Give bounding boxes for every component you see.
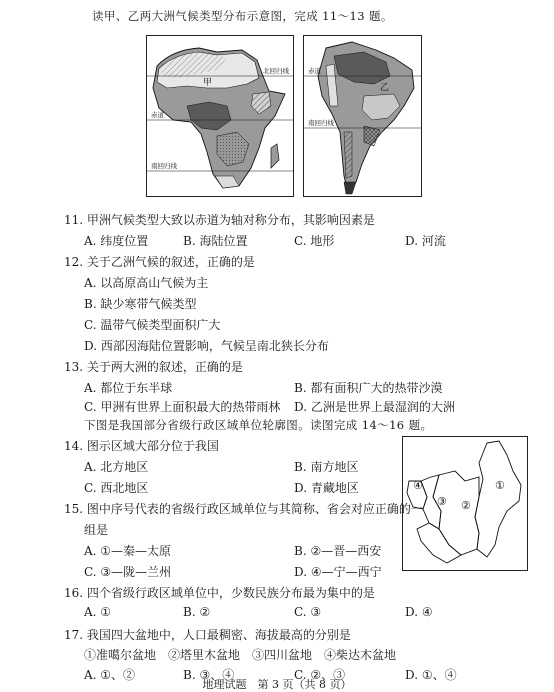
question-12-stem: 12. 关于乙洲气候的叙述，正确的是: [64, 255, 255, 269]
page-footer: 地理试题 第 3 页（共 8 页）: [202, 678, 352, 691]
south-america-climate-map: [303, 35, 422, 197]
q17-option-c[interactable]: C. ②、③: [294, 668, 346, 682]
q13-option-c[interactable]: C. 甲洲有世界上面积最大的热带雨林: [84, 400, 281, 414]
q16-option-c[interactable]: C. ③: [294, 605, 322, 619]
africa-tropic-north-label: 北回归线: [263, 67, 289, 75]
intro-text-1: 读甲、乙两大洲气候类型分布示意图，完成 11～13 题。: [92, 9, 393, 23]
q15-option-a[interactable]: A. ①—秦—太原: [84, 544, 172, 558]
q17-basin-list: ①准噶尔盆地 ②塔里木盆地 ③四川盆地 ④柴达木盆地: [84, 648, 397, 662]
question-17-stem: 17. 我国四大盆地中，人口最稠密、海拔最高的分别是: [64, 628, 351, 642]
q16-option-a[interactable]: A. ①: [84, 605, 112, 619]
q14-option-b[interactable]: B. 南方地区: [294, 460, 359, 474]
q14-option-c[interactable]: C. 西北地区: [84, 481, 149, 495]
q12-option-b[interactable]: B. 缺少寒带气候类型: [84, 297, 197, 311]
province-1-label: ①: [495, 479, 505, 492]
sa-tropic-south-label: 南回归线: [308, 119, 334, 127]
q13-option-a[interactable]: A. 都位于东半球: [84, 381, 173, 395]
q14-option-d[interactable]: D. 青藏地区: [294, 481, 359, 495]
q15-option-d[interactable]: D. ④—宁—西宁: [294, 565, 382, 579]
question-13-stem: 13. 关于两大洲的叙述，正确的是: [64, 360, 243, 374]
africa-tropic-south-label: 南回归线: [151, 162, 177, 170]
q17-option-b[interactable]: B. ③、④: [183, 668, 235, 682]
province-4-label: ④: [413, 479, 423, 492]
label-jia: 甲: [203, 78, 213, 88]
q13-option-b[interactable]: B. 都有面积广大的热带沙漠: [294, 381, 443, 395]
intro-text-2: 下图是我国部分省级行政区域单位轮廓图。读图完成 14～16 题。: [84, 418, 433, 432]
q15-option-c[interactable]: C. ③—陇—兰州: [84, 565, 172, 579]
question-15-stem-cont: 组是: [84, 523, 109, 537]
q12-option-d[interactable]: D. 西部因海陆位置影响，气候呈南北狭长分布: [84, 339, 329, 353]
africa-equator-label: 赤道: [151, 111, 164, 119]
question-15-stem: 15. 图中序号代表的省级行政区域单位与其简称、省会对应正确的一: [64, 502, 423, 516]
question-16-stem: 16. 四个省级行政区域单位中，少数民族分布最为集中的是: [64, 586, 375, 600]
q11-option-a[interactable]: A. 纬度位置: [84, 234, 149, 248]
q12-option-a[interactable]: A. 以高原高山气候为主: [84, 276, 209, 290]
q16-option-d[interactable]: D. ④: [405, 605, 433, 619]
sa-equator-label: 赤道: [308, 67, 321, 75]
q11-option-d[interactable]: D. 河流: [405, 234, 446, 248]
q17-option-d[interactable]: D. ①、④: [405, 668, 457, 682]
q14-option-a[interactable]: A. 北方地区: [84, 460, 149, 474]
label-yi: 乙: [380, 83, 390, 93]
question-14-stem: 14. 图示区域大部分位于我国: [64, 439, 219, 453]
province-3-label: ③: [437, 495, 447, 508]
q16-option-b[interactable]: B. ②: [183, 605, 211, 619]
q11-option-c[interactable]: C. 地形: [294, 234, 335, 248]
q15-option-b[interactable]: B. ②—晋—西安: [294, 544, 382, 558]
q11-option-b[interactable]: B. 海陆位置: [183, 234, 248, 248]
q13-option-d[interactable]: D. 乙洲是世界上最湿润的大洲: [294, 400, 455, 414]
q12-option-c[interactable]: C. 温带气候类型面积广大: [84, 318, 221, 332]
province-2-label: ②: [461, 499, 471, 512]
q17-option-a[interactable]: A. ①、②: [84, 668, 136, 682]
africa-climate-map: [146, 35, 294, 197]
question-11-stem: 11. 甲洲气候类型大致以赤道为轴对称分布，其影响因素是: [64, 213, 375, 227]
